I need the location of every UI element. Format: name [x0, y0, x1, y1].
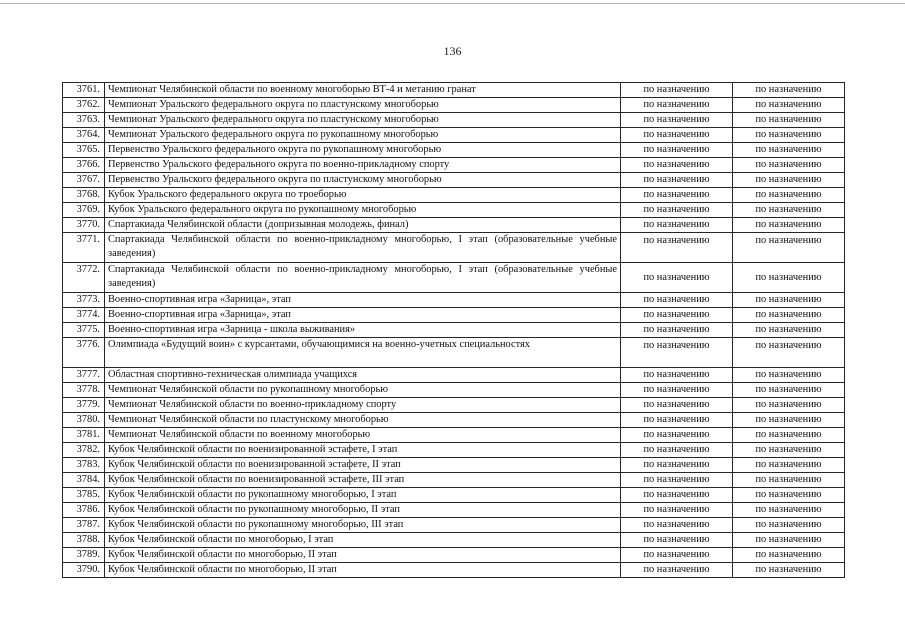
- row-number: 3782.: [63, 443, 105, 458]
- table-row: [63, 173, 845, 188]
- dates-cell: по назначению: [621, 203, 733, 218]
- event-name: Спартакиада Челябинской области (допризывная молодежь, финал): [105, 218, 621, 233]
- row-number: 3771.: [63, 233, 105, 263]
- event-name: Кубок Челябинской области по военизированной эстафете, I этап: [105, 443, 621, 458]
- event-name: Кубок Челябинской области по многоборью, II этап: [105, 563, 621, 578]
- row-number: 3762.: [63, 98, 105, 113]
- dates-cell: по назначению: [621, 233, 733, 263]
- venue-cell: по назначению: [733, 428, 845, 443]
- dates-cell: по назначению: [621, 128, 733, 143]
- event-name: Военно-спортивная игра «Зарница - школа выживания»: [105, 323, 621, 338]
- table-row: [63, 398, 845, 413]
- row-number: 3765.: [63, 143, 105, 158]
- venue-cell: по назначению: [733, 563, 845, 578]
- table-row: [63, 203, 845, 218]
- row-number: 3781.: [63, 428, 105, 443]
- dates-cell: по назначению: [621, 188, 733, 203]
- table-row: [63, 98, 845, 113]
- table-row: [63, 323, 845, 338]
- event-name: Олимпиада «Будущий воин» с курсантами, обучающимися на военно-учетных специальностях: [105, 338, 621, 368]
- event-name: Кубок Челябинской области по военизированной эстафете, III этап: [105, 473, 621, 488]
- table-row: [63, 233, 845, 263]
- row-number: 3773.: [63, 293, 105, 308]
- row-number: 3767.: [63, 173, 105, 188]
- table-row: [63, 548, 845, 563]
- table-row: [63, 128, 845, 143]
- event-name: Кубок Челябинской области по многоборью, II этап: [105, 548, 621, 563]
- events-table: [62, 82, 845, 578]
- row-number: 3789.: [63, 548, 105, 563]
- events-table-body: [63, 83, 845, 578]
- venue-cell: по назначению: [733, 128, 845, 143]
- table-row: [63, 143, 845, 158]
- venue-cell: по назначению: [733, 443, 845, 458]
- event-name: Спартакиада Челябинской области по военно-прикладному многоборью, I этап (образовательные учебные заведения): [105, 263, 621, 293]
- row-number: 3774.: [63, 308, 105, 323]
- event-name: Чемпионат Челябинской области по военному многоборью ВТ-4 и метанию гранат: [105, 83, 621, 98]
- dates-cell: по назначению: [621, 548, 733, 563]
- table-row: [63, 338, 845, 368]
- row-number: 3785.: [63, 488, 105, 503]
- table-row: [63, 488, 845, 503]
- table-row: [63, 503, 845, 518]
- venue-cell: по назначению: [733, 293, 845, 308]
- row-number: 3783.: [63, 458, 105, 473]
- row-number: 3790.: [63, 563, 105, 578]
- row-number: 3778.: [63, 383, 105, 398]
- row-number: 3770.: [63, 218, 105, 233]
- event-name: Чемпионат Уральского федерального округа по пластунскому многоборью: [105, 98, 621, 113]
- row-number: 3788.: [63, 533, 105, 548]
- venue-cell: по назначению: [733, 173, 845, 188]
- venue-cell: по назначению: [733, 473, 845, 488]
- venue-cell: по назначению: [733, 203, 845, 218]
- table-row: [63, 533, 845, 548]
- venue-cell: по назначению: [733, 383, 845, 398]
- venue-cell: по назначению: [733, 143, 845, 158]
- event-name: Чемпионат Челябинской области по пластунскому многоборью: [105, 413, 621, 428]
- dates-cell: по назначению: [621, 323, 733, 338]
- event-name: Кубок Челябинской области по рукопашному многоборью, I этап: [105, 488, 621, 503]
- table-row: [63, 443, 845, 458]
- venue-cell: по назначению: [733, 263, 845, 293]
- dates-cell: по назначению: [621, 308, 733, 323]
- table-row: [63, 113, 845, 128]
- table-row: [63, 458, 845, 473]
- row-number: 3775.: [63, 323, 105, 338]
- venue-cell: по назначению: [733, 188, 845, 203]
- venue-cell: по назначению: [733, 158, 845, 173]
- table-row: [63, 563, 845, 578]
- page-number: 136: [443, 44, 462, 58]
- row-number: 3779.: [63, 398, 105, 413]
- row-number: 3787.: [63, 518, 105, 533]
- dates-cell: по назначению: [621, 503, 733, 518]
- row-number: 3777.: [63, 368, 105, 383]
- event-name: Кубок Уральского федерального округа по троеборью: [105, 188, 621, 203]
- event-name: Чемпионат Челябинской области по военному многоборью: [105, 428, 621, 443]
- venue-cell: по назначению: [733, 413, 845, 428]
- event-name: Чемпионат Уральского федерального округа по рукопашному многоборью: [105, 128, 621, 143]
- table-row: [63, 158, 845, 173]
- dates-cell: по назначению: [621, 218, 733, 233]
- dates-cell: по назначению: [621, 83, 733, 98]
- dates-cell: по назначению: [621, 263, 733, 293]
- row-number: 3776.: [63, 338, 105, 368]
- dates-cell: по назначению: [621, 458, 733, 473]
- dates-cell: по назначению: [621, 338, 733, 368]
- table-row: [63, 428, 845, 443]
- event-name: Военно-спортивная игра «Зарница», этап: [105, 308, 621, 323]
- table-row: [63, 188, 845, 203]
- row-number: 3769.: [63, 203, 105, 218]
- table-row: [63, 293, 845, 308]
- row-number: 3764.: [63, 128, 105, 143]
- venue-cell: по назначению: [733, 308, 845, 323]
- event-name: Кубок Челябинской области по рукопашному многоборью, II этап: [105, 503, 621, 518]
- top-rule: [0, 3, 905, 4]
- dates-cell: по назначению: [621, 293, 733, 308]
- table-row: [63, 473, 845, 488]
- dates-cell: по назначению: [621, 488, 733, 503]
- row-number: 3768.: [63, 188, 105, 203]
- table-row: [63, 263, 845, 293]
- row-number: 3761.: [63, 83, 105, 98]
- venue-cell: по назначению: [733, 503, 845, 518]
- row-number: 3763.: [63, 113, 105, 128]
- venue-cell: по назначению: [733, 83, 845, 98]
- venue-cell: по назначению: [733, 488, 845, 503]
- dates-cell: по назначению: [621, 473, 733, 488]
- event-name: Кубок Челябинской области по многоборью, I этап: [105, 533, 621, 548]
- venue-cell: по назначению: [733, 233, 845, 263]
- event-name: Первенство Уральского федерального округа по военно-прикладному спорту: [105, 158, 621, 173]
- venue-cell: по назначению: [733, 113, 845, 128]
- venue-cell: по назначению: [733, 323, 845, 338]
- dates-cell: по назначению: [621, 413, 733, 428]
- venue-cell: по назначению: [733, 458, 845, 473]
- venue-cell: по назначению: [733, 398, 845, 413]
- event-name: Первенство Уральского федерального округа по рукопашному многоборью: [105, 143, 621, 158]
- dates-cell: по назначению: [621, 518, 733, 533]
- dates-cell: по назначению: [621, 383, 733, 398]
- event-name: Спартакиада Челябинской области по военно-прикладному многоборью, I этап (образовательные учебные заведения): [105, 233, 621, 263]
- event-name: Чемпионат Челябинской области по рукопашному многоборью: [105, 383, 621, 398]
- table-row: [63, 83, 845, 98]
- dates-cell: по назначению: [621, 143, 733, 158]
- row-number: 3772.: [63, 263, 105, 293]
- table-row: [63, 218, 845, 233]
- table-row: [63, 308, 845, 323]
- venue-cell: по назначению: [733, 548, 845, 563]
- dates-cell: по назначению: [621, 443, 733, 458]
- venue-cell: по назначению: [733, 98, 845, 113]
- dates-cell: по назначению: [621, 533, 733, 548]
- dates-cell: по назначению: [621, 398, 733, 413]
- venue-cell: по назначению: [733, 533, 845, 548]
- dates-cell: по назначению: [621, 368, 733, 383]
- table-row: [63, 518, 845, 533]
- event-name: Первенство Уральского федерального округа по пластунскому многоборью: [105, 173, 621, 188]
- row-number: 3780.: [63, 413, 105, 428]
- dates-cell: по назначению: [621, 158, 733, 173]
- dates-cell: по назначению: [621, 428, 733, 443]
- event-name: Чемпионат Челябинской области по военно-прикладному спорту: [105, 398, 621, 413]
- table-row: [63, 383, 845, 398]
- venue-cell: по назначению: [733, 368, 845, 383]
- row-number: 3784.: [63, 473, 105, 488]
- event-name: Чемпионат Уральского федерального округа по пластунскому многоборью: [105, 113, 621, 128]
- table-row: [63, 413, 845, 428]
- event-name: Областная спортивно-техническая олимпиада учащихся: [105, 368, 621, 383]
- event-name: Кубок Уральского федерального округа по рукопашному многоборью: [105, 203, 621, 218]
- dates-cell: по назначению: [621, 98, 733, 113]
- venue-cell: по назначению: [733, 518, 845, 533]
- table-row: [63, 368, 845, 383]
- event-name: Кубок Челябинской области по военизированной эстафете, II этап: [105, 458, 621, 473]
- row-number: 3786.: [63, 503, 105, 518]
- dates-cell: по назначению: [621, 113, 733, 128]
- event-name: Военно-спортивная игра «Зарница», этап: [105, 293, 621, 308]
- event-name: Кубок Челябинской области по рукопашному многоборью, III этап: [105, 518, 621, 533]
- venue-cell: по назначению: [733, 218, 845, 233]
- venue-cell: по назначению: [733, 338, 845, 368]
- row-number: 3766.: [63, 158, 105, 173]
- dates-cell: по назначению: [621, 173, 733, 188]
- dates-cell: по назначению: [621, 563, 733, 578]
